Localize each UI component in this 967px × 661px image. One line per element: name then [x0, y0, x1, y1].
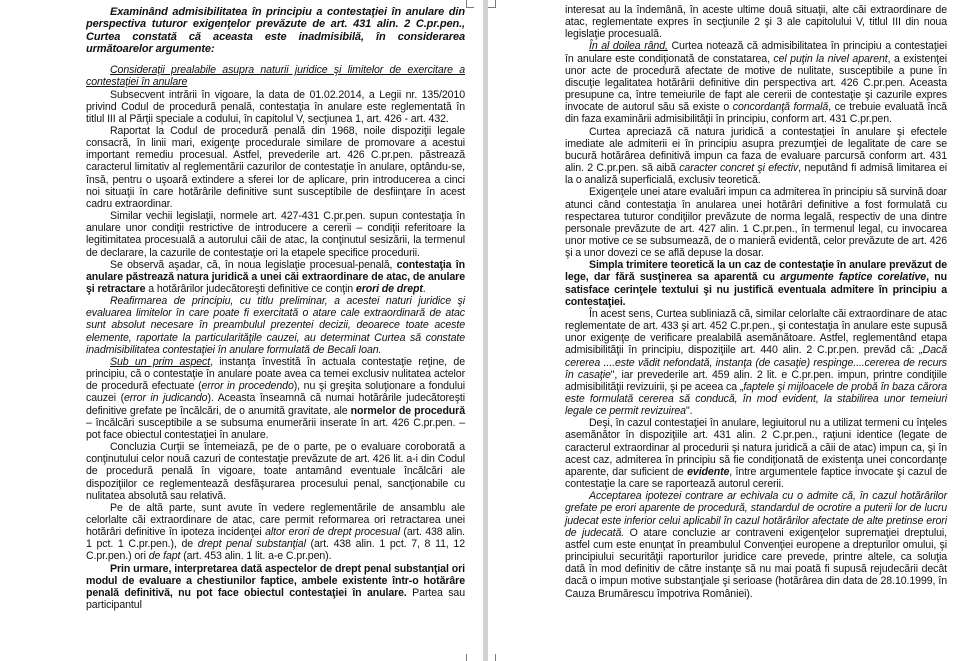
italic-text: caracter concret şi efectiv — [679, 162, 799, 175]
text-run: O atare concluzie ar contraveni exigenţelor supremaţiei dreptului, astfel cum este enunţat în preambulul Convenţiei europene a drepturilor omului, şi principiului securităţii raporturilor juridice care prevede, printre altele, ca soluţia dată în mod definitiv de către instanţe să nu mai poată fi supusă rejudecării decât dacă o impun motive substanţiale şi serioase (hotărârea din data de 28.10.1999, în Cauza Brumărescu împotriva României). — [565, 526, 948, 600]
paragraph: Similar vechii legislaţii, normele art. 427-431 C.pr.pen. supun contestaţia în anulare unor condiţii restrictive de introducere a cererii – condiţii referitoare la legitimitatea procesuală a autorului căii de atac, la conţinutul sesizării, la termenul de declarare, la cazurile de contestaţie ori la etapele specifice procedurii. — [86, 210, 465, 259]
page-corner-mark — [466, 0, 474, 8]
italic-text: concordanţă formală — [732, 101, 829, 114]
paragraph: interesat au la îndemână, în aceste ultime două situaţii, alte căi extraordinare de atac, reglementate expres în secţiunile 2 şi 3 ale capitolului V, titlul III din noua legislaţie procesuală. — [565, 4, 947, 41]
bold-text: Prin urmare, interpretarea dată aspectelor de drept penal substanţial ori modul de evaluare a chestiunilor faptice, ambele existente într-o hotărâre penală definitivă, nu pot face obiectul contestaţiei în anulare. — [86, 562, 465, 599]
bold-italic-text: argumente faptice corelative — [780, 271, 927, 284]
section-heading: Examinând admisibilitatea în principiu a contestaţiei în anulare din perspectiva tuturor exigenţelor prevăzute de art. 431 alin. 2 C.pr.pen., Curtea constată că aceasta este inadmisibilă, în considerarea următoarelor argumente: — [86, 6, 465, 55]
text-run: , între argumentele faptice invocate şi cazul de contestaţie la care se raportează autorul cererii. — [565, 465, 948, 491]
document-page-left — [0, 0, 483, 661]
text-run: Curtea notează că admisibilitatea în principiu a contestaţiei în anulare este condiţionată de constatarea, — [565, 40, 947, 65]
section-subheading: Consideraţii prealabile asupra naturii juridice şi limitelor de exercitare a contestaţiei în anulare — [86, 64, 465, 89]
text-run: Se observă aşadar, că, în noua legislaţie procesual-penală, — [110, 258, 397, 271]
text-run: Deşi, în cazul contestaţiei în anulare, legiuitorul nu a utilizat termeni cu înţeles asemănător în dispoziţiile art. 431 alin. 2 C.pr.pen., raţiuni identice (legate de caracterul extraordinar al procedurii şi natura juridică a căii de atac) impun ca, şi în acest caz, admiterea în principiu să fie condiţionată de existenţa unei concordanţe aparente, dar suficient de — [565, 417, 947, 478]
page-corner-mark — [488, 654, 496, 661]
italic-text: drept penal substanţial — [197, 538, 306, 551]
bold-text: , nu satisface cerinţele textului şi nu justifică eventuala admitere în principiu a contestaţiei. — [565, 271, 947, 308]
text-run: Curtea apreciază că natura juridică a contestaţiei în anulare şi efectele imediate ale admiterii ei în principiu asupra prezumţiei de legalitate de care se bucură hotărârea definitivă impun ca faza de evaluare parcursă conform art. 431 alin. 2 C.pr.pen. să aibă — [565, 125, 947, 175]
text-run: (art. 438 alin. 1 pct. 7, 8 11, 12 C.pr.pen.) ori — [86, 538, 466, 563]
bold-text: normelor de procedură — [350, 404, 465, 417]
text-run: , neputând fi admisă limitarea ei la o analiză superficială, exclusiv teoretică. — [565, 162, 948, 187]
text-run: (art. 438 alin. 1 pct. 1 C.pr.pen.), de — [86, 526, 465, 551]
paragraph: Exigenţele unei atare evaluări impun ca admiterea în principiu să survină doar atunci când contestaţia în anularea unei hotărâri definitive a fost formulată cu respectarea tuturor condiţiilor prevăzute de norma legală, respectiv de una dintre personale prevăzute de art. 427 alin. 1 C.pr.pen., în termenul legal, cu invocarea unor motive ce se subsumează, de o manieră evidentă, celor prevăzute de art. 426 şi a unor dovezi ce se află depuse la dosar. — [565, 186, 947, 260]
italic-text: Acceptarea ipotezei contrare ar echivala cu o admite că, în cazul hotărârilor grefate pe erori aparente de procedură, standardul de ocrotire a puterii lor de lucru judecat este inferior celui aplicabil în cazul hotărârilor afectate de alte pretinse erori de judecată. — [565, 490, 947, 539]
italic-text: „Dacă cererea ....este vădit nefondată, instanţa (de casaţie) respinge....cererea de recurs în casaţie — [565, 344, 947, 381]
text-run: . — [422, 283, 426, 295]
paragraph — [565, 40, 947, 125]
text-run: În acest sens, Curtea subliniază că, similar celorlalte căi extraordinare de atac reglementate de art. 433 şi art. 452 C.pr.pen., şi contestaţia în anulare este supusă unor exigenţe de verificare prealabilă asemănătoare. Astfel, reglementând etapa admisibilităţii în principiu, dispoziţiile art. 440 alin. 2 C.pr.pen. prevăd că: — [565, 307, 947, 357]
italic-text: error in judicando — [124, 392, 208, 405]
text-run: a hotărârilor judecătoreşti definitive ce conţin — [145, 283, 356, 295]
italic-text: de fapt — [148, 550, 181, 563]
paragraph — [86, 259, 465, 295]
text-run: , a existenţei unor acte de procedură afectate de motive de nulitate, susceptibile a pune în discuţie legalitatea hotărârii definitive din perspectiva art. 426 C.pr.pen. Aceasta presupune ca, între temeiurile de fapt ale cererii de contestaţie şi cazurile expres invocate de autorul său să existe o — [565, 52, 947, 114]
paragraph — [565, 126, 947, 187]
document-page-right — [488, 0, 967, 661]
page-corner-mark — [466, 654, 474, 661]
paragraph — [86, 356, 465, 441]
italic-text: altor erori de drept procesual — [265, 526, 400, 539]
text-run: , instanţa învestită în actuala contestaţie reţine, de principiu, că o contestaţie în anulare poate avea ca temei exclusiv nulitatea actelor de procedură efectuate ( — [86, 355, 465, 393]
paragraph — [86, 502, 465, 563]
text-run: Partea sau participantul — [86, 586, 465, 612]
text-run: (art. 453 alin. 1 lit. a-e C.pr.pen). — [180, 550, 332, 563]
text-run: ). Aceasta înseamnă că numai hotărârile judecătoreşti definitive grefate pe încălcări, de o anumită gravitate, ale — [86, 392, 465, 417]
paragraph: Subsecvent intrării în vigoare, la data de 01.02.2014, a Legii nr. 135/2010 privind Codul de procedură penală, contestaţia în anulare este reglementată în titlul III al Părţii speciale a codului, în capitolul V, secţiunea 1, art. 426 - art. 432. — [86, 88, 465, 125]
paragraph — [565, 308, 947, 417]
italic-text: faptele şi mijloacele de probă în baza cărora este formulată cererea să conducă, în mod evident, la stabilirea unor temeiuri legale ce permit revizuirea — [565, 380, 947, 418]
text-run: ", iar prevederile art. 459 alin. 2 lit. e C.pr.pen. impun, printre condiţiile admisibilităţii revizuirii, şi pe aceea ca „ — [565, 368, 947, 393]
paragraph: Concluzia Curţii se întemeiază, pe de o parte, pe o evaluare coroborată a conţinutului celor nouă cazuri de contestaţie prevăzute de art. 426 lit. a-i din Codul de procedură penală în vigoare, toate antamând eventuale încălcări ale dispoziţiilor ce reglementează desfăşurarea procesului penal, sancţionabile cu nulitatea absolută sau relativă. — [86, 441, 465, 502]
bold-text: contestaţia în anulare păstrează natura juridică a unei căi extraordinare de atac, de anulare şi retractare — [86, 258, 465, 295]
underlined-italic-text: Sub un prim aspect — [110, 355, 211, 368]
paragraph: Raportat la Codul de procedură penală din 1968, noile dispoziţii legale consacră, în linii mari, exigenţe procedurale similare de promovare a acestui important remediu procesual. Astfel, prevederile art. 426 C.pr.pen. păstrează caracterul limitativ al reglementării cazurilor de contestaţie în anulare, optându-se, însă, pentru o uşoară extindere a sferei lor de aplicare, prin introducerea a cinci noi situaţii în care hotărârile definitive sunt susceptibile de desfiinţare în acest cadru extraordinar. — [86, 124, 465, 210]
text-run: , ce trebuie evaluată încă din faza examinării admisibilităţii în principiu, conform art. 431 C.pr.pen. — [565, 101, 947, 126]
italic-text: cel puţin la nivel aparent — [773, 52, 888, 65]
text-run: ), nu şi greşita soluţionare a fondului cauzei ( — [86, 380, 465, 405]
paragraph: Reafirmarea de principiu, cu titlu preliminar, a acestei naturi juridice şi evaluarea limitelor în care poate fi exercitată o atare cale extraordinară de atac sunt absolut necesare în preambulul prezentei decizii, deoarece toate aceste elemente, raportate la particularităţile cauzei, au determinat Curtea să constate inadmisibilitatea contestaţiei în anulare formulată de Becali Ioan. — [86, 295, 465, 356]
underlined-italic-text: În al doilea rând, — [589, 40, 668, 53]
text-run: ". — [685, 405, 693, 418]
bold-italic-text: erori de drept — [355, 283, 423, 295]
italic-text: error in procedendo — [201, 380, 294, 393]
paragraph — [86, 563, 465, 612]
text-run: – încălcări susceptibile a se subsuma enumerării inserate în art. 426 C.pr.pen. – pot face obiectul contestaţiei în anulare. — [86, 416, 465, 441]
paragraph — [565, 417, 947, 490]
bold-italic-text: evidente — [687, 465, 730, 478]
text-run: Pe de altă parte, sunt avute în vedere reglementările de ansamblu ale celorlalte căi extraordinare de atac, care permit reformarea ori retractarea unei hotărâri definitive în ipoteza incidenţei — [86, 501, 465, 539]
paragraph — [565, 259, 947, 308]
bold-text: Simpla trimitere teoretică la un caz de contestaţie în anulare prevăzut de lege, dar fără susţinerea sa aparentă cu — [565, 259, 947, 284]
page-corner-mark — [488, 0, 496, 8]
paragraph — [565, 490, 947, 599]
